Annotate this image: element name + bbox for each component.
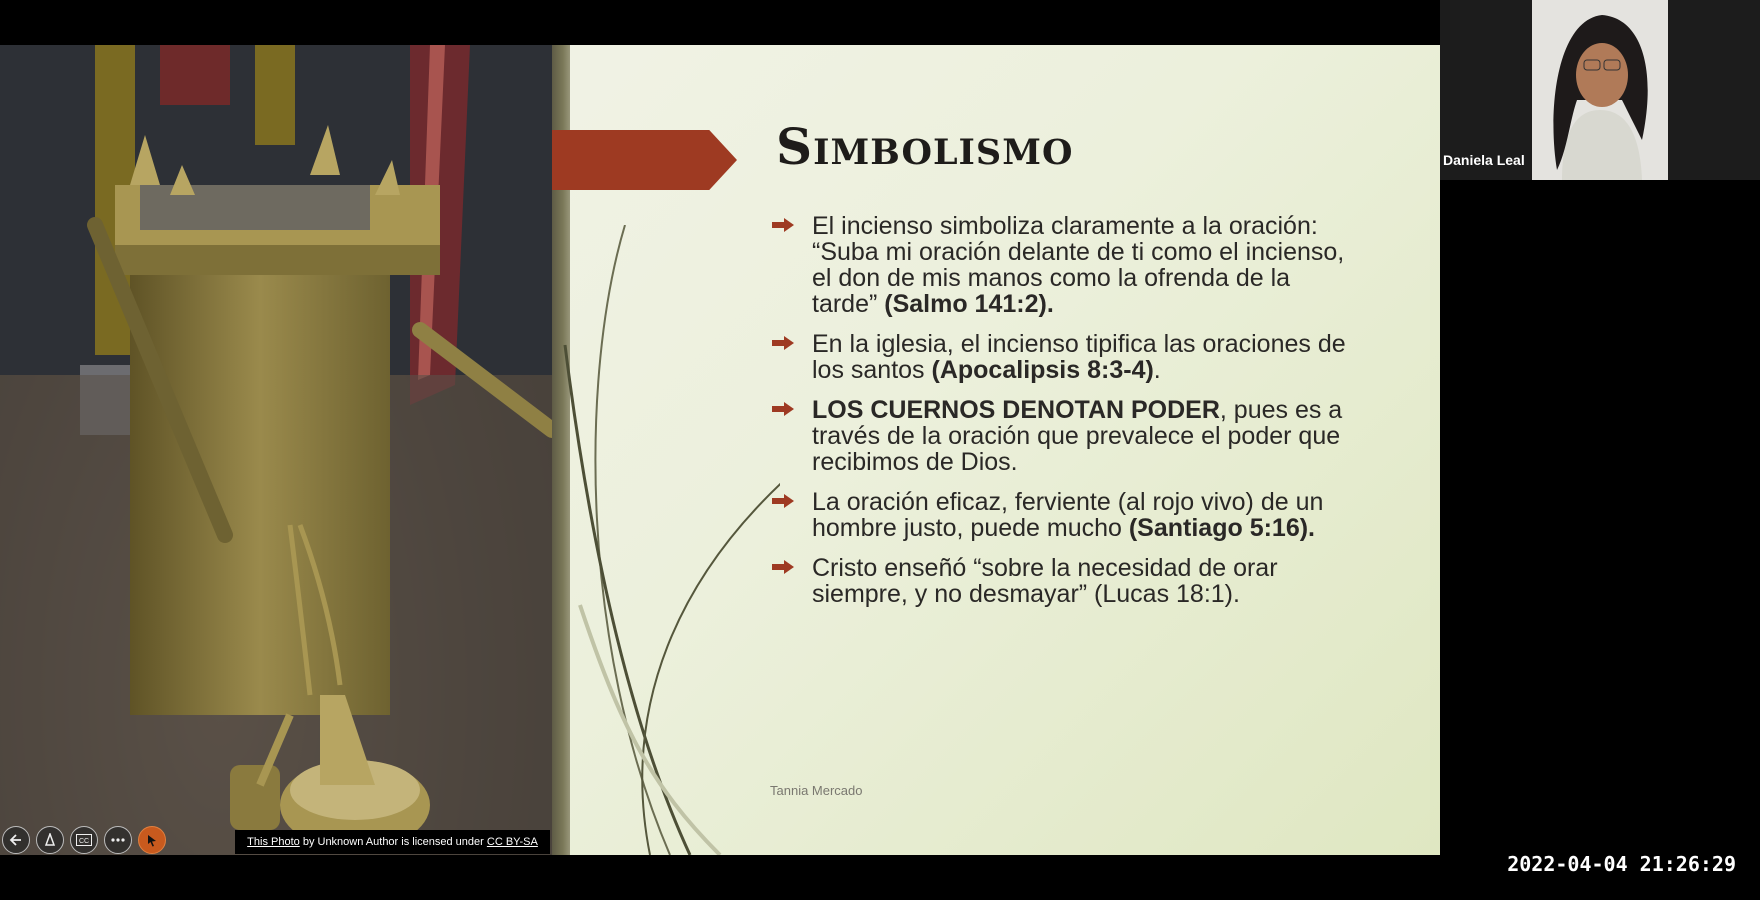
bullet-text: La oración eficaz, ferviente (al rojo vivo) de un hombre justo, puede mucho — [812, 488, 1324, 542]
pointer-icon — [145, 833, 159, 847]
bullet-text: , pues es a través de la oración que prevalece el poder que recibimos de Dios. — [812, 396, 1343, 476]
slide-title: Simbolismo — [776, 117, 1074, 176]
bullet-text: En la iglesia, el incienso tipifica las oraciones de los santos — [812, 330, 1346, 384]
participant-name: Daniela Leal — [1443, 152, 1525, 168]
bullet-item — [770, 489, 1350, 541]
arrow-bullet-icon — [772, 402, 794, 416]
more-icon — [110, 837, 126, 843]
photo-credit — [235, 830, 550, 854]
bullet-reference: (Santiago 5:16). — [1128, 514, 1316, 542]
bullet-list — [770, 213, 1350, 621]
arrow-bullet-icon — [772, 218, 794, 232]
arrow-bullet-icon — [772, 494, 794, 508]
presentation-slide — [0, 45, 1440, 855]
bullet-text: Cristo enseñó “sobre la necesidad de orar siempre, y no desmayar” (Lucas 18:1). — [812, 554, 1278, 608]
recording-timestamp: 2022-04-04 21:26:29 — [1507, 852, 1736, 876]
arrow-bullet-icon — [772, 560, 794, 574]
altar-illustration — [0, 45, 552, 855]
slideshow-controls — [0, 826, 166, 855]
back-button[interactable] — [2, 826, 30, 854]
altar-photo — [0, 45, 552, 855]
bullet-reference: (Apocalipsis 8:3-4) — [931, 356, 1154, 384]
bullet-item — [770, 397, 1350, 475]
pen-icon — [43, 833, 57, 847]
photo-credit-text: by Unknown Author is licensed under — [299, 836, 487, 848]
bullet-reference: LOS CUERNOS DENOTAN PODER — [812, 396, 1220, 424]
bullet-reference: (Salmo 141:2). — [884, 290, 1054, 318]
license-link[interactable]: CC BY-SA — [486, 836, 538, 848]
decorative-lines — [560, 225, 780, 855]
back-arrow-icon — [9, 833, 23, 847]
bullet-item — [770, 555, 1350, 607]
slide-footer: Tannia Mercado — [770, 783, 863, 798]
cc-icon — [76, 834, 92, 846]
pen-button[interactable] — [36, 826, 64, 854]
arrow-bullet-icon — [772, 336, 794, 350]
photo-link[interactable]: This Photo — [247, 836, 300, 848]
svg-text:CC: CC — [78, 838, 90, 845]
participant-video — [1532, 0, 1668, 180]
pointer-button[interactable] — [138, 826, 166, 854]
bullet-item — [770, 331, 1350, 383]
bullet-text: . — [1153, 356, 1161, 384]
participant-avatar — [1532, 0, 1668, 180]
bullet-text: El incienso simboliza claramente a la oración: “Suba mi oración delante de ti como el incienso, el don de mis manos como la ofrenda de la tarde” — [812, 212, 1345, 318]
title-arrow-banner — [552, 130, 737, 190]
bullet-item — [770, 213, 1350, 317]
captions-button[interactable] — [70, 826, 98, 854]
more-button[interactable] — [104, 826, 132, 854]
